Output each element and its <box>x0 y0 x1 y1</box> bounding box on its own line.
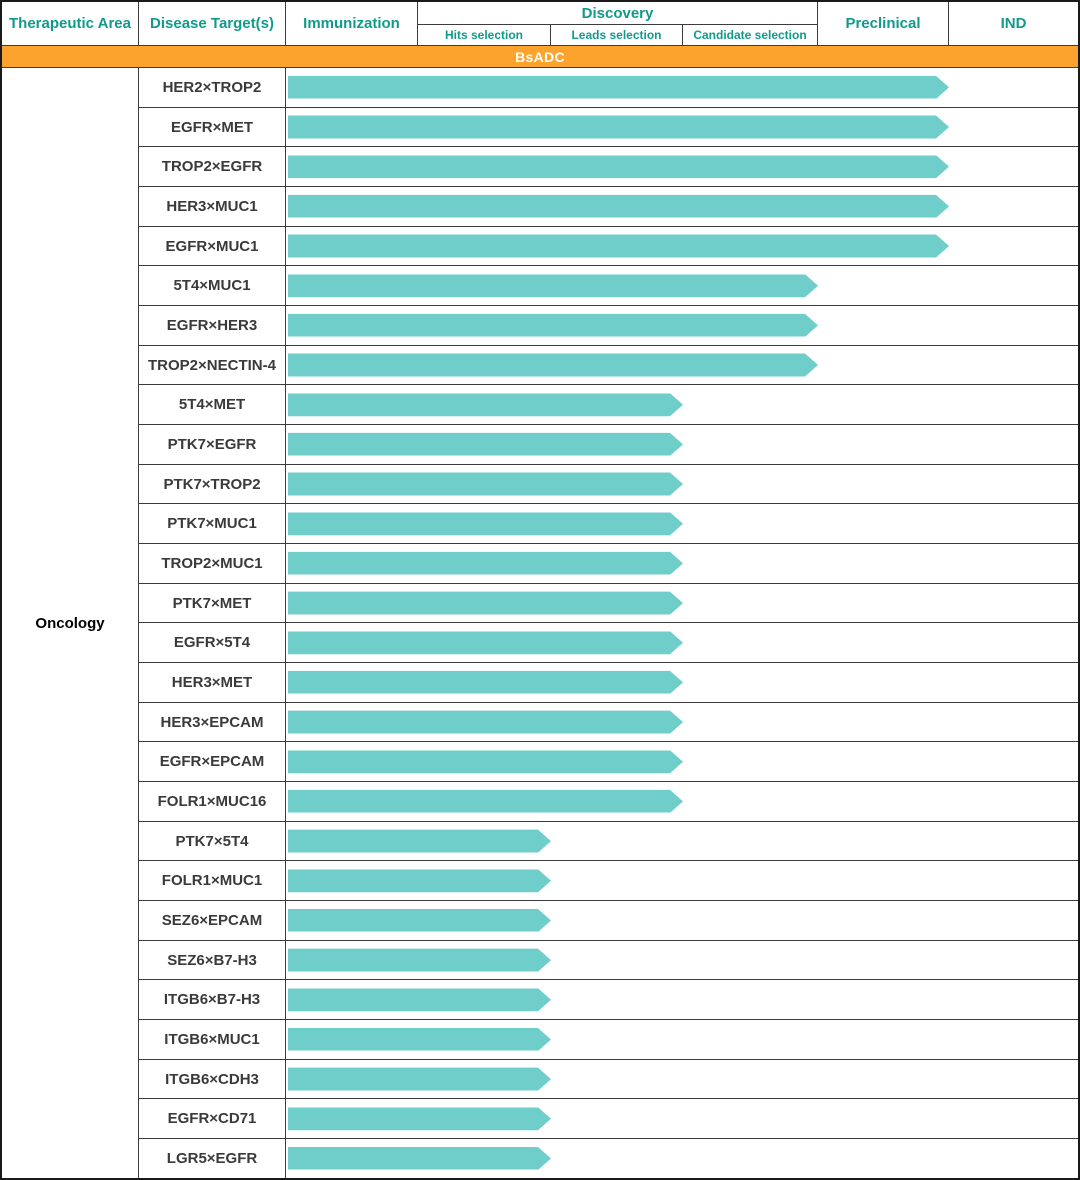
target-label: PTK7×5T4 <box>139 822 286 861</box>
pipeline-bar <box>288 750 683 773</box>
col-header-disease-targets: Disease Target(s) <box>139 2 286 45</box>
col-header-preclinical: Preclinical <box>818 2 949 45</box>
pipeline-row <box>139 544 1078 584</box>
target-label: PTK7×MET <box>139 584 286 623</box>
target-label: LGR5×EGFR <box>139 1139 286 1178</box>
pipeline-row <box>139 147 1078 187</box>
pipeline-row <box>139 584 1078 624</box>
pipeline-bar <box>288 354 818 377</box>
pipeline-bar-track <box>286 703 1078 742</box>
pipeline-bar-track <box>286 1020 1078 1059</box>
target-label: ITGB6×B7-H3 <box>139 980 286 1019</box>
pipeline-bar <box>288 869 551 892</box>
pipeline-bar-track <box>286 108 1078 147</box>
pipeline-row <box>139 663 1078 703</box>
target-label: EGFR×MET <box>139 108 286 147</box>
pipeline-bar-track <box>286 147 1078 186</box>
pipeline-row <box>139 742 1078 782</box>
pipeline-bar-track <box>286 68 1078 107</box>
target-label: PTK7×TROP2 <box>139 465 286 504</box>
therapeutic-area-value: Oncology <box>2 68 139 1178</box>
pipeline-bar <box>288 711 683 734</box>
col-header-therapeutic-area: Therapeutic Area <box>2 2 139 45</box>
pipeline-row <box>139 1060 1078 1100</box>
pipeline-row <box>139 980 1078 1020</box>
pipeline-bar-track <box>286 782 1078 821</box>
pipeline-bar <box>288 314 818 337</box>
target-label: 5T4×MUC1 <box>139 266 286 305</box>
pipeline-row <box>139 1139 1078 1178</box>
pipeline-bar-track <box>286 544 1078 583</box>
pipeline-bar <box>288 592 683 615</box>
pipeline-bar <box>288 473 683 496</box>
pipeline-bar-track <box>286 385 1078 424</box>
pipeline-bar-track <box>286 663 1078 702</box>
col-header-immunization: Immunization <box>286 2 418 45</box>
pipeline-row <box>139 425 1078 465</box>
pipeline-bar <box>288 1068 551 1091</box>
pipeline-body <box>2 68 1078 1178</box>
pipeline-row <box>139 941 1078 981</box>
discovery-subheaders <box>418 24 817 45</box>
pipeline-bar <box>288 393 683 416</box>
target-label: TROP2×NECTIN-4 <box>139 346 286 385</box>
pipeline-bar-track <box>286 1099 1078 1138</box>
pipeline-row <box>139 1099 1078 1139</box>
col-header-ind: IND <box>949 2 1078 45</box>
pipeline-row <box>139 266 1078 306</box>
target-label: FOLR1×MUC1 <box>139 861 286 900</box>
pipeline-bar <box>288 116 949 139</box>
pipeline-bar-track <box>286 266 1078 305</box>
target-label: HER3×MUC1 <box>139 187 286 226</box>
pipeline-bar-track <box>286 425 1078 464</box>
target-label: ITGB6×CDH3 <box>139 1060 286 1099</box>
pipeline-row <box>139 465 1078 505</box>
pipeline-bar-track <box>286 227 1078 266</box>
pipeline-bar-track <box>286 306 1078 345</box>
pipeline-bar-track <box>286 861 1078 900</box>
target-label: SEZ6×EPCAM <box>139 901 286 940</box>
pipeline-bar <box>288 631 683 654</box>
pipeline-bar-track <box>286 822 1078 861</box>
pipeline-row <box>139 703 1078 743</box>
pipeline-bar <box>288 433 683 456</box>
col-header-discovery: Discovery <box>581 4 654 22</box>
target-label: PTK7×MUC1 <box>139 504 286 543</box>
pipeline-row <box>139 346 1078 386</box>
pipeline-bar <box>288 1107 551 1130</box>
pipeline-row <box>139 68 1078 108</box>
pipeline-row <box>139 1020 1078 1060</box>
pipeline-rows <box>139 68 1078 1178</box>
pipeline-row <box>139 782 1078 822</box>
target-label: SEZ6×B7-H3 <box>139 941 286 980</box>
pipeline-bar <box>288 76 949 99</box>
pipeline-bar-track <box>286 187 1078 226</box>
pipeline-row <box>139 623 1078 663</box>
col-header-discovery-group <box>418 2 818 45</box>
target-label: 5T4×MET <box>139 385 286 424</box>
pipeline-bar <box>288 790 683 813</box>
target-label: HER2×TROP2 <box>139 68 286 107</box>
pipeline-header <box>2 2 1078 45</box>
pipeline-bar <box>288 235 949 258</box>
target-label: HER3×MET <box>139 663 286 702</box>
pipeline-bar-track <box>286 941 1078 980</box>
target-label: FOLR1×MUC16 <box>139 782 286 821</box>
pipeline-bar-track <box>286 623 1078 662</box>
col-header-candidate-selection: Candidate selection <box>693 28 807 42</box>
col-header-hits-selection: Hits selection <box>418 25 551 45</box>
pipeline-bar <box>288 1028 551 1051</box>
pipeline-bar <box>288 195 949 218</box>
target-label: TROP2×EGFR <box>139 147 286 186</box>
pipeline-bar <box>288 949 551 972</box>
target-label: PTK7×EGFR <box>139 425 286 464</box>
col-header-leads-selection: Leads selection <box>551 25 683 45</box>
pipeline-row <box>139 901 1078 941</box>
pipeline-row <box>139 385 1078 425</box>
target-label: HER3×EPCAM <box>139 703 286 742</box>
modality-banner-bsadc: BsADC <box>2 45 1078 68</box>
pipeline-bar-track <box>286 1060 1078 1099</box>
pipeline-bar-track <box>286 465 1078 504</box>
pipeline-row <box>139 227 1078 267</box>
pipeline-row <box>139 504 1078 544</box>
pipeline-row <box>139 861 1078 901</box>
target-label: TROP2×MUC1 <box>139 544 286 583</box>
pipeline-bar <box>288 909 551 932</box>
pipeline-bar-track <box>286 901 1078 940</box>
pipeline-bar-track <box>286 1139 1078 1178</box>
pipeline-row <box>139 187 1078 227</box>
target-label: EGFR×MUC1 <box>139 227 286 266</box>
pipeline-bar-track <box>286 742 1078 781</box>
target-label: EGFR×5T4 <box>139 623 286 662</box>
pipeline-bar <box>288 155 949 178</box>
target-label: EGFR×HER3 <box>139 306 286 345</box>
pipeline-row <box>139 822 1078 862</box>
pipeline-bar <box>288 988 551 1011</box>
pipeline-bar <box>288 830 551 853</box>
pipeline-row <box>139 108 1078 148</box>
pipeline-row <box>139 306 1078 346</box>
pipeline-bar <box>288 552 683 575</box>
pipeline-bar <box>288 671 683 694</box>
pipeline-bar <box>288 512 683 535</box>
pipeline-bar-track <box>286 346 1078 385</box>
pipeline-bar <box>288 1147 551 1170</box>
target-label: ITGB6×MUC1 <box>139 1020 286 1059</box>
target-label: EGFR×CD71 <box>139 1099 286 1138</box>
pipeline-bar-track <box>286 980 1078 1019</box>
pipeline-bar <box>288 274 818 297</box>
pipeline-bar-track <box>286 584 1078 623</box>
pipeline-bar-track <box>286 504 1078 543</box>
target-label: EGFR×EPCAM <box>139 742 286 781</box>
